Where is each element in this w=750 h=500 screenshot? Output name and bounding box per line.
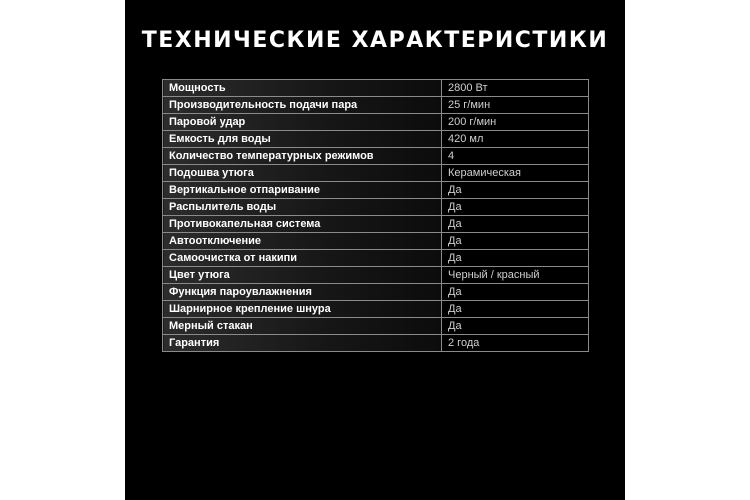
spec-value: 2800 Вт bbox=[442, 80, 589, 97]
spec-value: Да bbox=[442, 318, 589, 335]
spec-row bbox=[163, 216, 589, 233]
spec-row bbox=[163, 335, 589, 352]
spec-label: Противокапельная система bbox=[163, 216, 442, 233]
spec-value: Черный / красный bbox=[442, 267, 589, 284]
spec-row bbox=[163, 114, 589, 131]
spec-label: Паровой удар bbox=[163, 114, 442, 131]
spec-value: 420 мл bbox=[442, 131, 589, 148]
spec-row bbox=[163, 148, 589, 165]
spec-label: Вертикальное отпаривание bbox=[163, 182, 442, 199]
spec-row bbox=[163, 233, 589, 250]
spec-label: Функция пароувлажнения bbox=[163, 284, 442, 301]
spec-panel bbox=[125, 0, 625, 500]
spec-label: Самоочистка от накипи bbox=[163, 250, 442, 267]
spec-row bbox=[163, 318, 589, 335]
spec-value: Да bbox=[442, 182, 589, 199]
spec-row bbox=[163, 165, 589, 182]
spec-value: Да bbox=[442, 216, 589, 233]
spec-value: 200 г/мин bbox=[442, 114, 589, 131]
page-title: ТЕХНИЧЕСКИЕ ХАРАКТЕРИСТИКИ bbox=[141, 28, 609, 53]
spec-value: Да bbox=[442, 199, 589, 216]
spec-value: Да bbox=[442, 301, 589, 318]
spec-row bbox=[163, 182, 589, 199]
spec-row bbox=[163, 80, 589, 97]
spec-label: Распылитель воды bbox=[163, 199, 442, 216]
spec-label: Количество температурных режимов bbox=[163, 148, 442, 165]
spec-value: 4 bbox=[442, 148, 589, 165]
spec-row bbox=[163, 267, 589, 284]
spec-row bbox=[163, 284, 589, 301]
spec-value: Да bbox=[442, 284, 589, 301]
spec-label: Емкость для воды bbox=[163, 131, 442, 148]
spec-table bbox=[162, 79, 589, 352]
spec-label: Автоотключение bbox=[163, 233, 442, 250]
spec-value: 25 г/мин bbox=[442, 97, 589, 114]
spec-label: Цвет утюга bbox=[163, 267, 442, 284]
spec-label: Подошва утюга bbox=[163, 165, 442, 182]
spec-label: Шарнирное крепление шнура bbox=[163, 301, 442, 318]
spec-label: Мерный стакан bbox=[163, 318, 442, 335]
spec-value: Керамическая bbox=[442, 165, 589, 182]
spec-value: Да bbox=[442, 250, 589, 267]
spec-row bbox=[163, 97, 589, 114]
spec-row bbox=[163, 301, 589, 318]
spec-row bbox=[163, 131, 589, 148]
spec-value: 2 года bbox=[442, 335, 589, 352]
spec-row bbox=[163, 250, 589, 267]
spec-label: Мощность bbox=[163, 80, 442, 97]
spec-label: Гарантия bbox=[163, 335, 442, 352]
spec-table-body bbox=[163, 80, 589, 352]
spec-label: Производительность подачи пара bbox=[163, 97, 442, 114]
spec-row bbox=[163, 199, 589, 216]
spec-value: Да bbox=[442, 233, 589, 250]
